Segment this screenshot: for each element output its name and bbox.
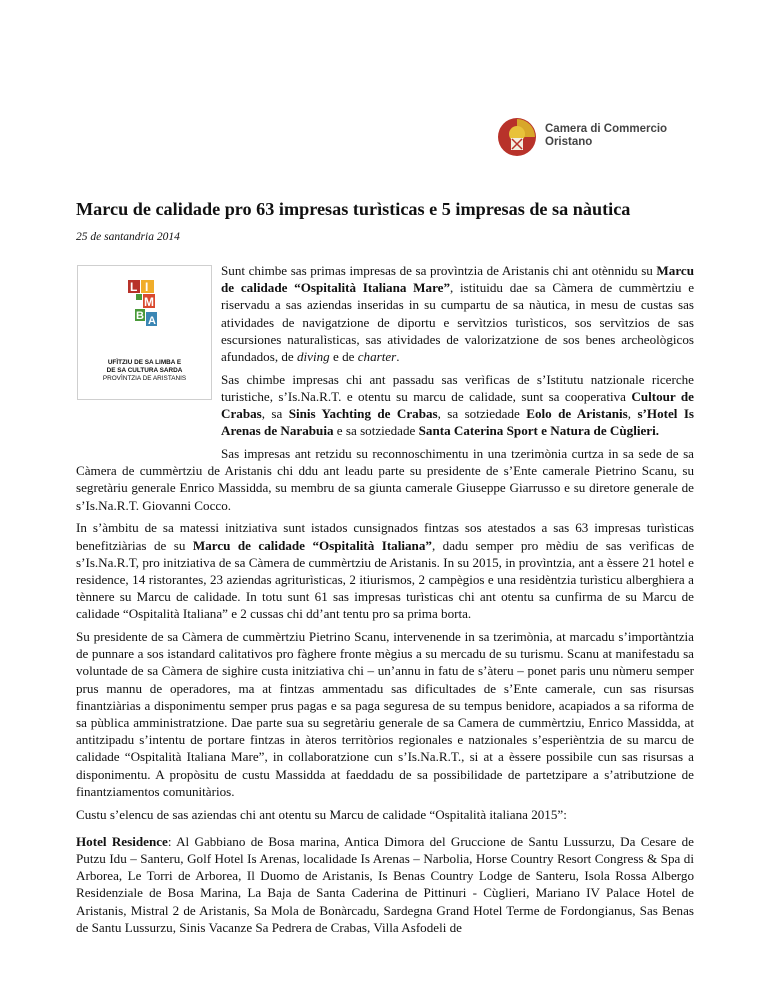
org-name xyxy=(545,123,667,149)
letter-b: B xyxy=(136,310,144,322)
caption-line2: DE SA CULTURA SARDA xyxy=(106,367,183,374)
org-name-line1: Camera di Commercio xyxy=(545,123,668,135)
letter-a: A xyxy=(148,315,156,327)
letter-i: I xyxy=(145,280,149,294)
org-name-line2: Oristano xyxy=(545,136,593,148)
header-logo xyxy=(497,117,697,161)
caption-line1: UFÌTZIU DE SA LIMBA E xyxy=(107,359,182,366)
paragraph-3: Sas impresas ant retzidu su reconnoschimentu in una tzerimònia curtza in sa sede de sa Càmera de cummèrtziu de Aristanis chi ddu ant leadu parte su presidente de s’Ente camerale Pietrino Scanu, su segretàriu generale Enrico Massidda, su membru de sa giunta camerale Giuseppe Giarrusso e su diretore generale de s’Is.Na.R.T. Giovanni Cocco. xyxy=(76,446,694,513)
article-date: 25 de santandria 2014 xyxy=(76,231,180,243)
brand-name: Marcu de calidade “Ospitalità Italiana Mare” xyxy=(221,263,694,296)
paragraph-2: Sas chimbe impresas chi ant passadu sas verìficas de s’Istitutu natzionale ricerche turistiche, s’Is.Na.R.T. e otentu su marcu de calidade, sunt sa cooperativa Cultour de Crabas, sa Sinis Yachting de Crabas, sa sotziedade Eolo de Aristanis, s’Hotel Is Arenas de Narabuia e sa sotziedade Santa Caterina Sport e Natura de Cùglieri. xyxy=(221,371,695,439)
paragraph-1: Sunt chimbe sas primas impresas de sa provìntzia de Aristanis chi ant otènnidu su Marcu de calidade “Ospitalità Italiana Mare”, istituidu dae sa Càmera de cummèrtziu e riservadu a sas aziendas inseridas in su cumpartu de sa nàutica, in mesu de custas sas atividades de navigatzione de diportu e servìtzios turìsticos, sos servìtzios de sas escursiones naturalìsticas, sas atividades de valorizatzione de sos benes archeològicos afundados, de diving e de charter. xyxy=(221,263,695,365)
article-body xyxy=(76,262,694,942)
paragraph-6: Custu s’elencu de sas aziendas chi ant otentu su Marcu de calidade “Ospitalità italiana 2015”: xyxy=(76,806,567,822)
paragraph-4: In s’àmbitu de sa matessi initziativa sunt istados cunsignados fintzas sos atestados a sas 63 impresas turìsticas benefitziàrias de su Marcu de calidade “Ospitalità Italiana”, dadu semper pro mèdiu de sas verìficas de s’Is.Na.R.T, pro initziativa de sa Càmera de cummèrtziu de Aristanis. In su 2015, in provìntzia, ant a èssere 21 hotel e residence, 14 ristorantes, 23 aziendas agriturìsticas, 2 itiurismos, 2 campègios e una residèntzia turìsticu alberghiera a tènnere su Marcu de calidade. In totu sunt 61 sas impresas turìsticas chi ant otentu sa cunfirma de su Marcu de calidade “Ospitalità Italiana” e 2 cussas chi dd’ant tentu pro sa prima borta. xyxy=(76,520,695,622)
article-title: Marcu de calidade pro 63 impresas turìsticas e 5 impresas de sa nàutica xyxy=(76,199,631,219)
letter-m: M xyxy=(144,295,154,309)
letter-l: L xyxy=(130,280,138,294)
paragraph-7: Hotel Residence: Al Gabbiano de Bosa marina, Antica Dimora del Gruccione de Santu Lussurzu, Da Cesare de Putzu Idu – Santeru, Golf Hotel Is Arenas, localidade Is Arenas – Narbolia, Horse Country Resort Congress & Spa di Arborea, Le Torri de Arborea, Il Duomo de Aristanis, Is Benas Country Lodge de Santeru, Isola Rossa Albergo Residenziale de Bosa Marina, La Baja de Santa Caderina de Pittinuri - Cùglieri, Mariano IV Palace Hotel de Aristanis, Mistral 2 de Aristanis, Sa Mola de Bonàrcadu, Sardegna Grand Hotel Terme de Fordongianus, Sas Benas de Santu Lussurzu, Sinis Vacanze Sa Pedrera de Crabas, Villa Asfodeli de xyxy=(76,833,694,935)
paragraph-5: Su presidente de sa Càmera de cummèrtziu Pietrino Scanu, intervenende in sa tzerimònia, at marcadu s’importàntzia de punnare a sos istandard calitativos pro fàghere fronte mègius a su mercadu de su turismu. Scanu at manifestadu sa voluntade de sa Càmera de sighire custa initziativa chi – un’annu in fatu de s’àteru – ponet paris unu nùmeru semper prus mannu de operadores, ma at fintzas ammentadu sas dificultades de s’Ente camerale, cun sas risursas finantziàrias a disponimentu semper prus pagas e sa paga seguresa de su tempus benidore, acapiados a sa riforma de sa pùblica amministratzione. Dae parte sua su segretàriu generale de sa Camera de cummèrtziu, Enrico Massidda, at antitzipadu s’intentu de portare fintzas in àteros territòrios regionales e natzionales s’esperièntzia de su marcu de calidade “Ospitalità Italiana Mare”, in collaboratzione cun s’Is.Na.R.T., si at a èssere possibile cun sas risursas a disponimentu. A propòsitu de custu Massidda at faeddadu de sa possibilidade de partetzipare a s’atributzione de finantziamentos comunitàrios. xyxy=(76,629,694,799)
chamber-of-commerce-emblem-icon xyxy=(497,117,537,157)
caption-line3: PROVÌNTZIA DE ARISTANIS xyxy=(102,375,187,382)
